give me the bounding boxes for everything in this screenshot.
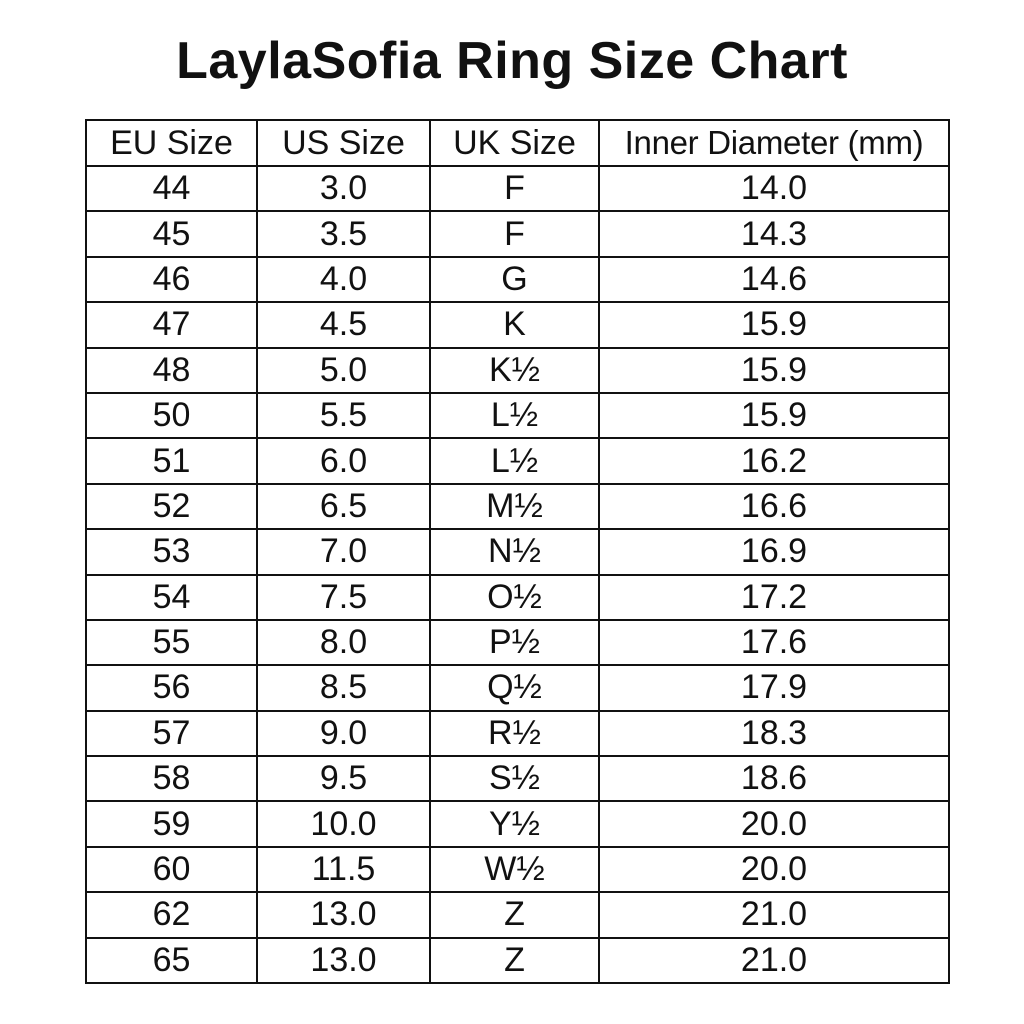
header-inner-diameter: Inner Diameter (mm) — [599, 120, 949, 166]
eu-size-cell: 56 — [86, 665, 257, 710]
uk-size-cell: P½ — [430, 620, 599, 665]
eu-size-cell: 51 — [86, 438, 257, 483]
eu-size-cell: 46 — [86, 257, 257, 302]
table-row — [86, 892, 949, 937]
header-uk-size: UK Size — [430, 120, 599, 166]
us-size-cell: 3.5 — [257, 211, 430, 256]
us-size-cell: 5.0 — [257, 348, 430, 393]
uk-size-cell: S½ — [430, 756, 599, 801]
table-row — [86, 665, 949, 710]
us-size-cell: 9.0 — [257, 711, 430, 756]
inner-diameter-cell: 17.6 — [599, 620, 949, 665]
table-row — [86, 257, 949, 302]
us-size-cell: 7.0 — [257, 529, 430, 574]
eu-size-cell: 65 — [86, 938, 257, 983]
us-size-cell: 4.5 — [257, 302, 430, 347]
uk-size-cell: L½ — [430, 438, 599, 483]
uk-size-cell: Y½ — [430, 801, 599, 846]
table-header-row — [86, 120, 949, 166]
uk-size-cell: K½ — [430, 348, 599, 393]
inner-diameter-cell: 18.3 — [599, 711, 949, 756]
table-row — [86, 620, 949, 665]
us-size-cell: 6.5 — [257, 484, 430, 529]
table-row — [86, 756, 949, 801]
us-size-cell: 4.0 — [257, 257, 430, 302]
inner-diameter-cell: 14.3 — [599, 211, 949, 256]
us-size-cell: 10.0 — [257, 801, 430, 846]
eu-size-cell: 47 — [86, 302, 257, 347]
us-size-cell: 7.5 — [257, 575, 430, 620]
eu-size-cell: 59 — [86, 801, 257, 846]
uk-size-cell: F — [430, 166, 599, 211]
us-size-cell: 5.5 — [257, 393, 430, 438]
table-row — [86, 438, 949, 483]
header-eu-size: EU Size — [86, 120, 257, 166]
eu-size-cell: 55 — [86, 620, 257, 665]
eu-size-cell: 52 — [86, 484, 257, 529]
eu-size-cell: 53 — [86, 529, 257, 574]
eu-size-cell: 57 — [86, 711, 257, 756]
us-size-cell: 3.0 — [257, 166, 430, 211]
inner-diameter-cell: 14.6 — [599, 257, 949, 302]
uk-size-cell: R½ — [430, 711, 599, 756]
inner-diameter-cell: 20.0 — [599, 801, 949, 846]
inner-diameter-cell: 15.9 — [599, 393, 949, 438]
inner-diameter-cell: 17.2 — [599, 575, 949, 620]
table-row — [86, 211, 949, 256]
uk-size-cell: W½ — [430, 847, 599, 892]
inner-diameter-cell: 15.9 — [599, 302, 949, 347]
inner-diameter-cell: 15.9 — [599, 348, 949, 393]
uk-size-cell: F — [430, 211, 599, 256]
inner-diameter-cell: 18.6 — [599, 756, 949, 801]
uk-size-cell: K — [430, 302, 599, 347]
table-row — [86, 801, 949, 846]
table-row — [86, 575, 949, 620]
inner-diameter-cell: 16.6 — [599, 484, 949, 529]
inner-diameter-cell: 20.0 — [599, 847, 949, 892]
inner-diameter-cell: 21.0 — [599, 938, 949, 983]
uk-size-cell: O½ — [430, 575, 599, 620]
eu-size-cell: 58 — [86, 756, 257, 801]
table-row — [86, 348, 949, 393]
uk-size-cell: Z — [430, 892, 599, 937]
eu-size-cell: 44 — [86, 166, 257, 211]
us-size-cell: 13.0 — [257, 892, 430, 937]
uk-size-cell: M½ — [430, 484, 599, 529]
page-title: LaylaSofia Ring Size Chart — [176, 32, 848, 90]
table-body — [86, 166, 949, 983]
inner-diameter-cell: 16.2 — [599, 438, 949, 483]
table-row — [86, 166, 949, 211]
ring-size-table — [85, 119, 950, 984]
eu-size-cell: 54 — [86, 575, 257, 620]
uk-size-cell: Q½ — [430, 665, 599, 710]
table-row — [86, 847, 949, 892]
eu-size-cell: 50 — [86, 393, 257, 438]
us-size-cell: 13.0 — [257, 938, 430, 983]
inner-diameter-cell: 14.0 — [599, 166, 949, 211]
table-row — [86, 302, 949, 347]
us-size-cell: 6.0 — [257, 438, 430, 483]
eu-size-cell: 45 — [86, 211, 257, 256]
us-size-cell: 8.0 — [257, 620, 430, 665]
table-row — [86, 711, 949, 756]
us-size-cell: 11.5 — [257, 847, 430, 892]
eu-size-cell: 62 — [86, 892, 257, 937]
eu-size-cell: 60 — [86, 847, 257, 892]
uk-size-cell: N½ — [430, 529, 599, 574]
inner-diameter-cell: 21.0 — [599, 892, 949, 937]
header-us-size: US Size — [257, 120, 430, 166]
inner-diameter-cell: 17.9 — [599, 665, 949, 710]
table-row — [86, 938, 949, 983]
uk-size-cell: Z — [430, 938, 599, 983]
us-size-cell: 8.5 — [257, 665, 430, 710]
uk-size-cell: L½ — [430, 393, 599, 438]
uk-size-cell: G — [430, 257, 599, 302]
table-row — [86, 529, 949, 574]
us-size-cell: 9.5 — [257, 756, 430, 801]
inner-diameter-cell: 16.9 — [599, 529, 949, 574]
eu-size-cell: 48 — [86, 348, 257, 393]
table-row — [86, 393, 949, 438]
table-row — [86, 484, 949, 529]
